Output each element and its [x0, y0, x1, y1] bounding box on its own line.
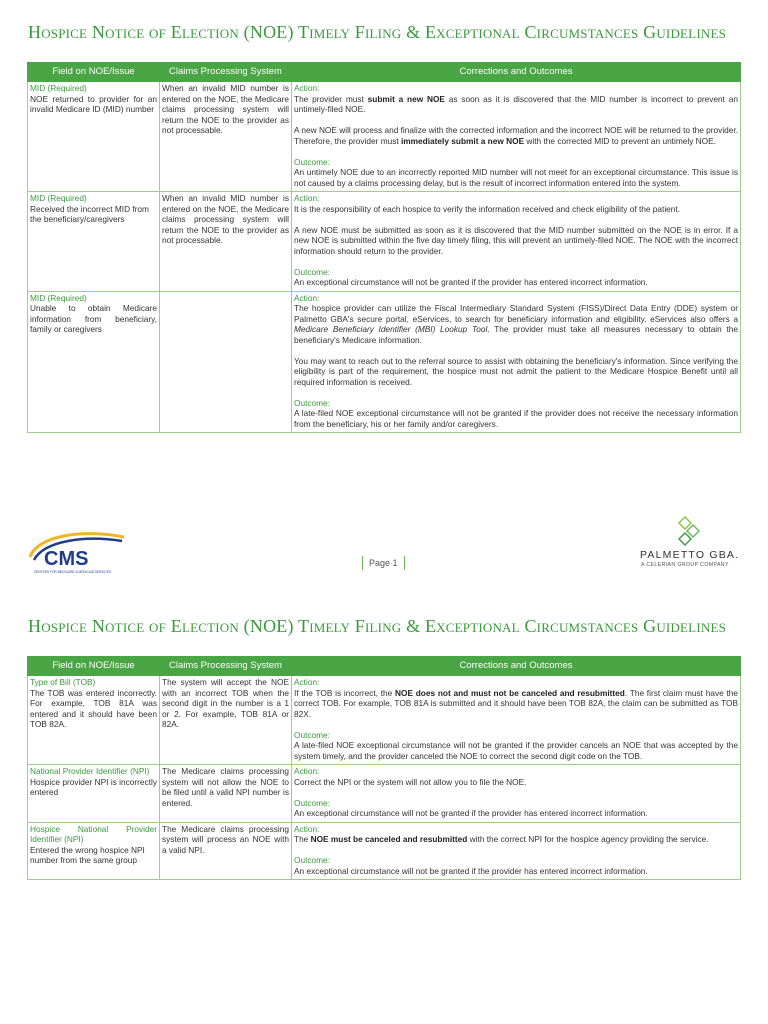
palmetto-subtext: A CELERIAN GROUP COMPANY	[641, 562, 729, 568]
table-row	[28, 822, 741, 880]
outcome-text: A late-filed NOE exceptional circumstance will not be granted if the provider cancels an NOE that was accepted by the system timely, and the provider canceled the NOE to correct the second digit code on the TOB.	[294, 740, 738, 761]
column-header: Field on NOE/Issue	[28, 657, 160, 676]
field-cell	[28, 676, 160, 765]
column-header: Corrections and Outcomes	[292, 63, 741, 82]
field-cell	[28, 765, 160, 823]
action-text: The NOE must be canceled and resubmitted with the correct NPI for the hospice agency providing the service.	[294, 834, 709, 844]
corrections-cell	[292, 192, 741, 292]
action-text: If the TOB is incorrect, the NOE does not and must not be canceled and resubmitted. The first claim must have the correct TOB. For example, TOB 81A is submitted and it should have been TOB 82A, the claim can be submitted as TOB 82X.	[294, 687, 738, 719]
corrections-cell	[292, 82, 741, 192]
noe-guidelines-table	[27, 62, 741, 433]
table-row	[28, 291, 741, 433]
action-text: The provider must submit a new NOE as soon as it is discovered that the MID number is incorrect to prevent an untimely-filed NOE.	[294, 93, 738, 114]
table-row	[28, 82, 741, 192]
field-cell	[28, 291, 160, 433]
column-header: Field on NOE/Issue	[28, 63, 160, 82]
field-text: The TOB was entered incorrectly. For example, TOB 81A was entered and it should have been TOB 82A.	[30, 687, 157, 729]
field-label: MID (Required)	[30, 292, 87, 303]
field-text: Unable to obtain Medicare information from beneficiary, family or caregivers	[30, 303, 157, 334]
action-text: It is the responsibility of each hospice to verify the information received and check eligibility of the patient.	[294, 203, 681, 214]
table-row	[28, 676, 741, 765]
field-text: Hospice provider NPI is incorrectly entered	[30, 776, 157, 797]
action-label: Action:	[294, 292, 320, 303]
column-header: Claims Processing System	[160, 63, 292, 82]
field-cell	[28, 82, 160, 192]
outcome-label: Outcome:	[294, 266, 330, 277]
corrections-cell	[292, 676, 741, 765]
outcome-label: Outcome:	[294, 397, 330, 408]
table-row	[28, 192, 741, 292]
palmetto-name: PALMETTO GBA.	[640, 549, 740, 561]
action-text: A new NOE must be submitted as soon as it is discovered that the MID number submitted on the NOE is in error. If a new NOE is submitted within the five day timely filing, this will prevent an untimely-filed NOE. The NOE with the incorrect information should return to the provider.	[294, 224, 738, 256]
field-text: Entered the wrong hospice NPI number from the same group	[30, 844, 145, 865]
field-cell	[28, 822, 160, 880]
field-label: Hospice National Provider Identifier (NPI)	[30, 823, 157, 844]
outcome-text: An exceptional circumstance will not be granted if the provider has entered incorrect information.	[294, 808, 648, 818]
outcome-label: Outcome:	[294, 729, 330, 740]
outcome-text: An exceptional circumstance will not be granted if the provider has entered incorrect information.	[294, 277, 648, 287]
system-cell: When an invalid MID number is entered on the NOE, the Medicare claims processing system will return the NOE to the provider as not processable.	[160, 82, 292, 192]
action-label: Action:	[294, 83, 320, 93]
system-cell	[160, 291, 292, 433]
palmetto-diamond-icon	[676, 515, 702, 549]
page-title: Hospice Notice of Election (NOE) Timely Filing & Exceptional Circumstances Guidelines	[28, 22, 727, 42]
system-cell: The system will accept the NOE with an incorrect TOB when the second digit in the number is a 1 or 2. For example, TOB 81A or 82A.	[160, 676, 292, 765]
field-text: NOE returned to provider for an invalid Medicare ID (MID) number	[30, 93, 157, 114]
system-cell: The Medicare claims processing system will not allow the NOE to be filed until a valid NPI number is entered.	[160, 765, 292, 823]
outcome-label: Outcome:	[294, 797, 330, 808]
outcome-label: Outcome:	[294, 855, 330, 865]
page-footer	[0, 505, 768, 585]
system-cell: The Medicare claims processing system will process an NOE with a valid NPI.	[160, 822, 292, 880]
outcome-text: A late-filed NOE exceptional circumstance will not be granted if the provider does not receive the necessary information from the beneficiary, his or her family and/or caregivers.	[294, 408, 738, 429]
outcome-text: An exceptional circumstance will not be granted if the provider has entered incorrect information.	[294, 865, 648, 876]
page-number: Page 1	[362, 556, 405, 570]
action-text: A new NOE will process and finalize with the corrected information and the incorrect NOE will be returned to the provider. Therefore, the provider must immediately submit a new NOE with the corrected MID to prevent an untimely NOE.	[294, 125, 738, 146]
outcome-text: An untimely NOE due to an incorrectly reported MID number will not meet for an exceptional circumstance. This issue is not caused by a claims processing delay, but is the result of incorrect information entered into the system.	[294, 167, 738, 188]
table-row	[28, 765, 741, 823]
field-cell	[28, 192, 160, 292]
field-label: Type of Bill (TOB)	[30, 677, 96, 687]
corrections-cell	[292, 765, 741, 823]
action-label: Action:	[294, 193, 320, 203]
column-header: Claims Processing System	[160, 657, 292, 676]
cms-logo-text: CMS	[44, 548, 89, 570]
outcome-label: Outcome:	[294, 156, 330, 167]
system-cell: When an invalid MID number is entered on the NOE, the Medicare claims processing system will return the NOE to the provider as not processable.	[160, 192, 292, 292]
cms-logo-icon	[24, 527, 130, 575]
field-label: MID (Required)	[30, 83, 87, 93]
column-header: Corrections and Outcomes	[292, 657, 741, 676]
action-text: You may want to reach out to the referral source to assist with obtaining the beneficiary's information. Since verifying the eligibility is part of the requirement, the hospice must not admit the patient to the Medicare Hospice Benefit until all required information is received.	[294, 355, 738, 387]
noe-guidelines-table	[27, 656, 741, 880]
table-header-row	[28, 63, 741, 82]
action-label: Action:	[294, 677, 320, 687]
action-label: Action:	[294, 766, 320, 776]
page-title: Hospice Notice of Election (NOE) Timely Filing & Exceptional Circumstances Guidelines	[28, 616, 727, 636]
corrections-cell	[292, 822, 741, 880]
field-text: Received the incorrect MID from the beneficiary/caregivers	[30, 203, 149, 224]
action-text: The hospice provider can utilize the Fiscal Intermediary Standard System (FISS)/Direct Data Entry (DDE) system or Palmetto GBA's secure portal, eServices, to search for beneficiary information and eligibility. eServices also offers a Medicare Beneficiary Identifier (MBI) Lookup Tool. The provider must take all measures necessary to obtain the beneficiary's Medicare information.	[294, 303, 738, 345]
corrections-cell	[292, 291, 741, 433]
action-label: Action:	[294, 823, 320, 834]
table-header-row	[28, 657, 741, 676]
cms-subtext: CENTERS FOR MEDICARE & MEDICAID SERVICES	[34, 570, 111, 574]
action-text: Correct the NPI or the system will not allow you to file the NOE.	[294, 776, 527, 787]
field-label: National Provider Identifier (NPI)	[30, 766, 150, 776]
field-label: MID (Required)	[30, 193, 87, 203]
